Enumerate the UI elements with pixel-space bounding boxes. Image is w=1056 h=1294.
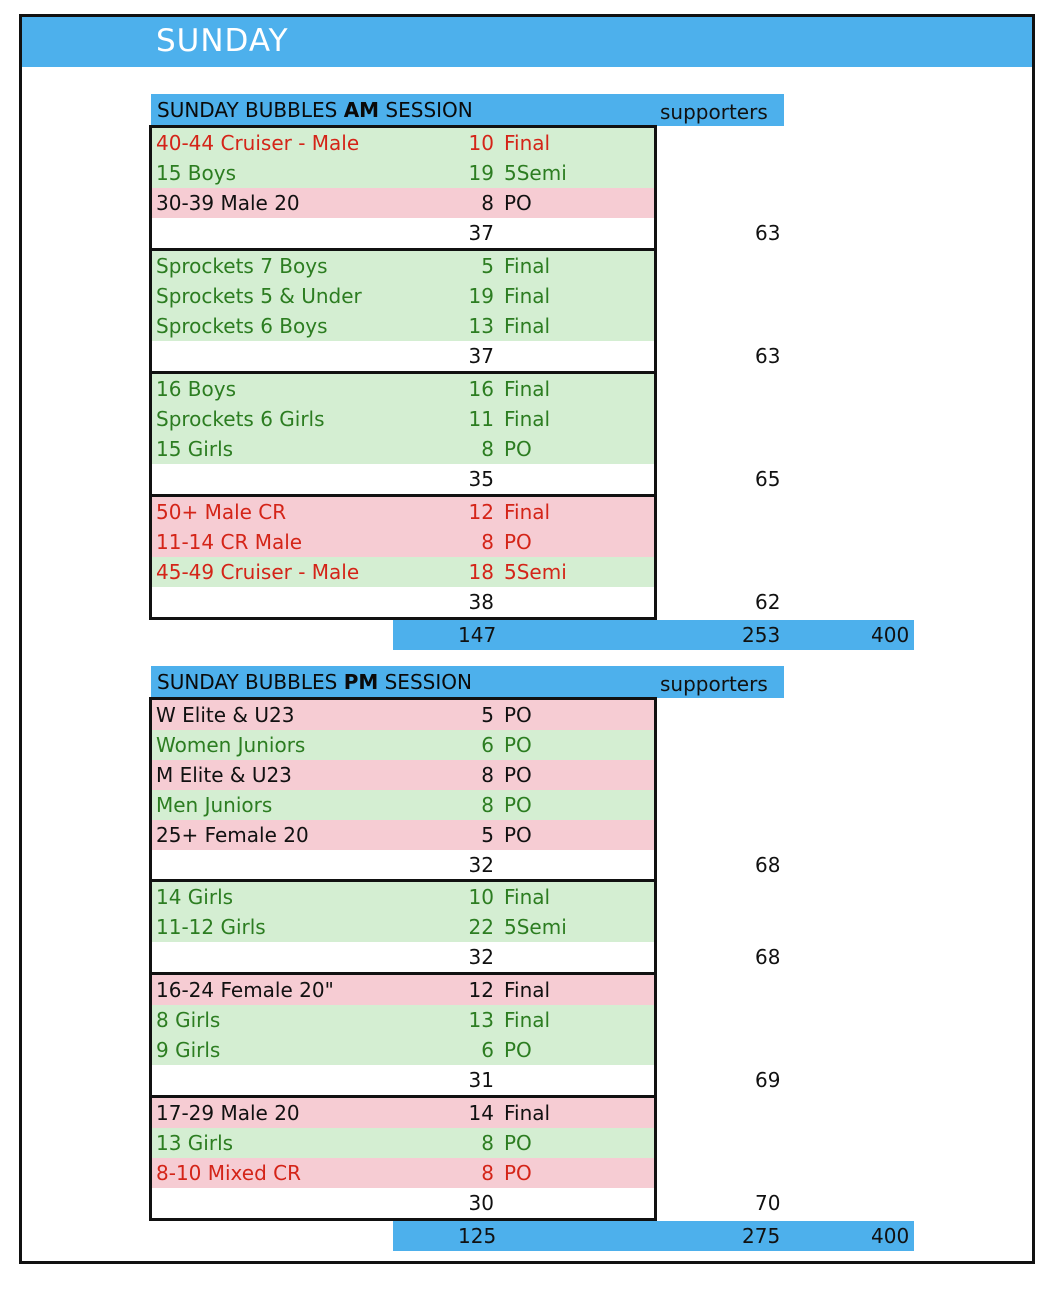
rider-count: 8: [481, 1131, 494, 1155]
total-riders: 147: [458, 623, 497, 647]
race-stage: 5Semi: [504, 915, 567, 939]
table-row: [152, 497, 654, 527]
category-name: Sprockets 6 Girls: [156, 407, 325, 431]
subtotal-value: 37: [468, 344, 494, 368]
subtotal-row: [152, 218, 654, 248]
total-supporters: 253: [742, 623, 781, 647]
table-row: [152, 882, 654, 912]
race-stage: PO: [504, 823, 532, 847]
rider-count: 5: [481, 703, 494, 727]
rider-count: 13: [468, 314, 494, 338]
supporters-value: 68: [755, 945, 781, 969]
category-name: 40-44 Cruiser - Male: [156, 131, 360, 155]
subtotal-value: 38: [468, 590, 494, 614]
day-banner: [22, 17, 1032, 67]
category-name: 15 Boys: [156, 161, 237, 185]
category-name: Sprockets 7 Boys: [156, 254, 328, 278]
table-row: [152, 128, 654, 158]
grand-total: 400: [871, 1224, 910, 1248]
supporters-value: 62: [755, 590, 781, 614]
table-row: [152, 404, 654, 434]
category-name: 13 Girls: [156, 1131, 234, 1155]
race-stage: Final: [504, 500, 551, 524]
table-row: [152, 158, 654, 188]
rider-count: 8: [481, 530, 494, 554]
subtotal-value: 31: [468, 1068, 494, 1092]
am-group: [149, 494, 657, 620]
am-totals-bar: [393, 620, 914, 650]
am-session-title: SUNDAY BUBBLES AM SESSION: [157, 98, 473, 122]
rider-count: 12: [468, 500, 494, 524]
race-stage: Final: [504, 978, 551, 1002]
rider-count: 16: [468, 377, 494, 401]
supporters-value: 68: [755, 853, 781, 877]
category-name: 50+ Male CR: [156, 500, 287, 524]
pm-group: [149, 697, 657, 882]
table-row: [152, 1035, 654, 1065]
race-stage: PO: [504, 793, 532, 817]
table-row: [152, 730, 654, 760]
subtotal-row: [152, 341, 654, 371]
race-stage: PO: [504, 1131, 532, 1155]
category-name: 45-49 Cruiser - Male: [156, 560, 360, 584]
category-name: 11-14 CR Male: [156, 530, 303, 554]
subtotal-row: [152, 464, 654, 494]
category-name: 11-12 Girls: [156, 915, 266, 939]
race-stage: 5Semi: [504, 161, 567, 185]
rider-count: 8: [481, 1161, 494, 1185]
category-name: 14 Girls: [156, 885, 234, 909]
category-name: 15 Girls: [156, 437, 234, 461]
am-session-header: [151, 94, 784, 126]
category-name: 25+ Female 20: [156, 823, 309, 847]
race-stage: Final: [504, 314, 551, 338]
rider-count: 8: [481, 437, 494, 461]
rider-count: 13: [468, 1008, 494, 1032]
rider-count: 10: [468, 885, 494, 909]
race-stage: PO: [504, 437, 532, 461]
race-stage: Final: [504, 885, 551, 909]
subtotal-value: 32: [468, 945, 494, 969]
table-row: [152, 912, 654, 942]
rider-count: 10: [468, 131, 494, 155]
category-name: W Elite & U23: [156, 703, 295, 727]
race-stage: PO: [504, 1161, 532, 1185]
page-frame: [19, 14, 1035, 1264]
supporters-value: 69: [755, 1068, 781, 1092]
supporters-value: 65: [755, 467, 781, 491]
subtotal-row: [152, 1188, 654, 1218]
am-supporters-label: supporters: [660, 100, 768, 124]
table-row: [152, 434, 654, 464]
table-row: [152, 374, 654, 404]
am-group: [149, 248, 657, 374]
race-stage: 5Semi: [504, 560, 567, 584]
subtotal-row: [152, 587, 654, 617]
grand-total: 400: [871, 623, 910, 647]
race-stage: PO: [504, 703, 532, 727]
race-stage: PO: [504, 1038, 532, 1062]
race-stage: PO: [504, 763, 532, 787]
category-name: 17-29 Male 20: [156, 1101, 300, 1125]
table-row: [152, 251, 654, 281]
table-row: [152, 820, 654, 850]
rider-count: 19: [468, 161, 494, 185]
race-stage: Final: [504, 377, 551, 401]
subtotal-value: 30: [468, 1191, 494, 1215]
table-row: [152, 527, 654, 557]
race-stage: Final: [504, 131, 551, 155]
pm-session-title: SUNDAY BUBBLES PM SESSION: [157, 670, 472, 694]
rider-count: 11: [468, 407, 494, 431]
table-row: [152, 281, 654, 311]
pm-totals-bar: [393, 1221, 914, 1251]
category-name: 8-10 Mixed CR: [156, 1161, 301, 1185]
subtotal-row: [152, 1065, 654, 1095]
table-row: [152, 975, 654, 1005]
table-row: [152, 1158, 654, 1188]
race-stage: Final: [504, 254, 551, 278]
category-name: M Elite & U23: [156, 763, 292, 787]
race-stage: PO: [504, 191, 532, 215]
category-name: Sprockets 5 & Under: [156, 284, 362, 308]
pm-supporters-label: supporters: [660, 672, 768, 696]
rider-count: 8: [481, 763, 494, 787]
am-group: [149, 371, 657, 497]
total-supporters: 275: [742, 1224, 781, 1248]
subtotal-value: 35: [468, 467, 494, 491]
rider-count: 8: [481, 793, 494, 817]
race-stage: Final: [504, 1008, 551, 1032]
table-row: [152, 1128, 654, 1158]
race-stage: Final: [504, 407, 551, 431]
day-title: SUNDAY: [156, 23, 289, 59]
rider-count: 8: [481, 191, 494, 215]
category-name: 9 Girls: [156, 1038, 221, 1062]
rider-count: 12: [468, 978, 494, 1002]
category-name: Women Juniors: [156, 733, 306, 757]
subtotal-row: [152, 942, 654, 972]
table-row: [152, 1005, 654, 1035]
category-name: 8 Girls: [156, 1008, 221, 1032]
rider-count: 14: [468, 1101, 494, 1125]
pm-session-header: [151, 666, 784, 698]
table-row: [152, 188, 654, 218]
rider-count: 6: [481, 733, 494, 757]
race-stage: PO: [504, 530, 532, 554]
pm-group: [149, 879, 657, 975]
subtotal-value: 32: [468, 853, 494, 877]
rider-count: 5: [481, 254, 494, 278]
rider-count: 18: [468, 560, 494, 584]
rider-count: 19: [468, 284, 494, 308]
pm-group: [149, 972, 657, 1098]
category-name: Men Juniors: [156, 793, 273, 817]
supporters-value: 63: [755, 221, 781, 245]
subtotal-row: [152, 850, 654, 880]
table-row: [152, 790, 654, 820]
pm-group: [149, 1095, 657, 1221]
subtotal-value: 37: [468, 221, 494, 245]
table-row: [152, 557, 654, 587]
race-stage: Final: [504, 1101, 551, 1125]
table-row: [152, 700, 654, 730]
rider-count: 5: [481, 823, 494, 847]
am-group: [149, 125, 657, 251]
category-name: 16 Boys: [156, 377, 237, 401]
category-name: Sprockets 6 Boys: [156, 314, 328, 338]
category-name: 30-39 Male 20: [156, 191, 300, 215]
table-row: [152, 1098, 654, 1128]
supporters-value: 70: [755, 1191, 781, 1215]
race-stage: PO: [504, 733, 532, 757]
table-row: [152, 311, 654, 341]
category-name: 16-24 Female 20": [156, 978, 334, 1002]
race-stage: Final: [504, 284, 551, 308]
total-riders: 125: [458, 1224, 497, 1248]
rider-count: 6: [481, 1038, 494, 1062]
table-row: [152, 760, 654, 790]
supporters-value: 63: [755, 344, 781, 368]
rider-count: 22: [468, 915, 494, 939]
